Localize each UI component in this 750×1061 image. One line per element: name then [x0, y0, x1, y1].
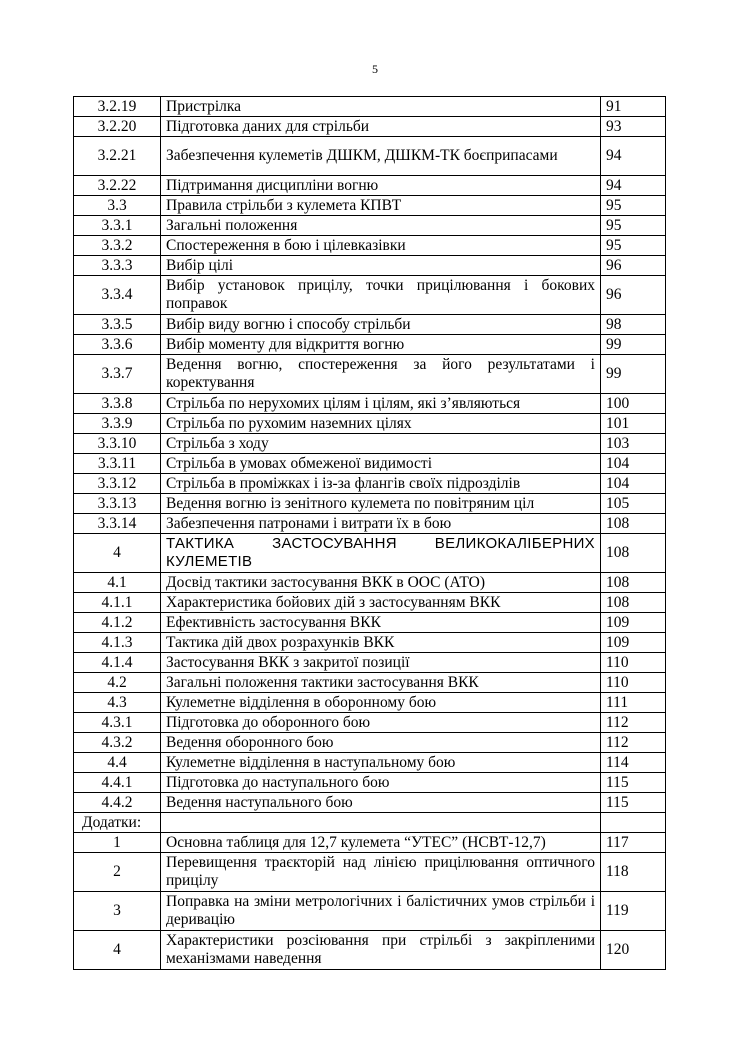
section-number: 4 [74, 534, 161, 573]
section-page: 98 [601, 315, 666, 335]
section-title: Ведення наступального бою [161, 793, 601, 813]
page-number: 5 [372, 62, 378, 76]
section-title: Вибір моменту для відкриття вогню [161, 335, 601, 355]
table-row [74, 137, 666, 176]
table-row [74, 813, 666, 833]
section-page: 110 [601, 653, 666, 673]
section-number: 4.3 [74, 693, 161, 713]
table-row [74, 931, 666, 970]
section-number: 4 [74, 931, 161, 970]
section-number: 4.4.1 [74, 773, 161, 793]
section-title: Основна таблиця для 12,7 кулемета “УТЕС” (НСВТ-12,7) [161, 833, 601, 853]
table-row [74, 315, 666, 335]
section-page: 118 [601, 853, 666, 892]
section-page: 115 [601, 773, 666, 793]
section-title: Характеристики розсіювання при стрільбі з закріпленими механізмами наведення [161, 931, 601, 970]
table-row [74, 753, 666, 773]
section-page: 95 [601, 196, 666, 216]
section-title: ТАКТИКА ЗАСТОСУВАННЯ ВЕЛИКОКАЛІБЕРНИХ КУЛЕМЕТІВ [161, 534, 601, 573]
table-row [74, 196, 666, 216]
section-number: 4.3.1 [74, 713, 161, 733]
section-page: 94 [601, 176, 666, 196]
appendix-heading: Додатки: [74, 813, 161, 833]
section-number: 3.3.12 [74, 474, 161, 494]
table-row [74, 653, 666, 673]
section-number: 4.2 [74, 673, 161, 693]
section-number: 3.2.21 [74, 137, 161, 176]
section-page: 93 [601, 117, 666, 137]
table-of-contents [73, 96, 666, 970]
table-row [74, 434, 666, 454]
section-page: 114 [601, 753, 666, 773]
section-number: 3.3.9 [74, 414, 161, 434]
table-row [74, 494, 666, 514]
section-number: 3.3 [74, 196, 161, 216]
section-number: 3.3.4 [74, 276, 161, 315]
section-number: 1 [74, 833, 161, 853]
section-number: 4.3.2 [74, 733, 161, 753]
section-page: 100 [601, 394, 666, 414]
table-row [74, 593, 666, 613]
table-row [74, 793, 666, 813]
section-number: 4.4.2 [74, 793, 161, 813]
section-title: Ведення вогню із зенітного кулемета по повітряним ціл [161, 494, 601, 514]
table-row [74, 733, 666, 753]
section-page: 95 [601, 236, 666, 256]
toc-body [74, 97, 666, 970]
table-row [74, 514, 666, 534]
table-row [74, 256, 666, 276]
table-row [74, 613, 666, 633]
table-row [74, 355, 666, 394]
section-title: Тактика дій двох розрахунків ВКК [161, 633, 601, 653]
section-page: 120 [601, 931, 666, 970]
section-number: 3.3.8 [74, 394, 161, 414]
table-row [74, 454, 666, 474]
section-page: 105 [601, 494, 666, 514]
section-number: 4.4 [74, 753, 161, 773]
section-page: 108 [601, 534, 666, 573]
section-number: 3.2.22 [74, 176, 161, 196]
table-row [74, 117, 666, 137]
section-page: 94 [601, 137, 666, 176]
table-row [74, 335, 666, 355]
section-title: Вибір цілі [161, 256, 601, 276]
section-title [161, 813, 601, 833]
section-number: 3.3.13 [74, 494, 161, 514]
section-page: 95 [601, 216, 666, 236]
table-row [74, 276, 666, 315]
section-title: Стрільба в умовах обмеженої видимості [161, 454, 601, 474]
table-row [74, 673, 666, 693]
section-title: Стрільба по нерухомих цілям і цілям, які з’являються [161, 394, 601, 414]
section-number: 3.3.1 [74, 216, 161, 236]
section-page: 99 [601, 335, 666, 355]
section-title: Досвід тактики застосування ВКК в ООС (АТО) [161, 573, 601, 593]
table-row [74, 236, 666, 256]
table-row [74, 97, 666, 117]
section-number: 4.1.4 [74, 653, 161, 673]
table-row [74, 534, 666, 573]
section-title: Підготовка до наступального бою [161, 773, 601, 793]
section-page: 111 [601, 693, 666, 713]
table-row [74, 693, 666, 713]
section-page: 91 [601, 97, 666, 117]
section-title: Підтримання дисципліни вогню [161, 176, 601, 196]
section-page: 104 [601, 454, 666, 474]
section-number: 3.2.20 [74, 117, 161, 137]
section-number: 3.3.10 [74, 434, 161, 454]
table-row [74, 713, 666, 733]
section-page: 109 [601, 613, 666, 633]
section-title: Правила стрільби з кулемета КПВТ [161, 196, 601, 216]
table-row [74, 633, 666, 653]
section-title: Вибір установок прицілу, точки прицілювання і бокових поправок [161, 276, 601, 315]
section-page: 104 [601, 474, 666, 494]
section-number: 4.1 [74, 573, 161, 593]
section-number: 3.3.11 [74, 454, 161, 474]
section-title: Пристрілка [161, 97, 601, 117]
section-title: Стрільба з ходу [161, 434, 601, 454]
section-title: Перевищення траєкторій над лінією прицілювання оптичного прицілу [161, 853, 601, 892]
table-row [74, 176, 666, 196]
section-page [601, 813, 666, 833]
section-number: 4.1.2 [74, 613, 161, 633]
table-row [74, 573, 666, 593]
section-page: 108 [601, 514, 666, 534]
section-title: Характеристика бойових дій з застосуванням ВКК [161, 593, 601, 613]
section-title: Кулеметне відділення в оборонному бою [161, 693, 601, 713]
section-number: 2 [74, 853, 161, 892]
section-title: Забезпечення патронами і витрати їх в бою [161, 514, 601, 534]
section-title: Стрільба в проміжках і із-за флангів своїх підрозділів [161, 474, 601, 494]
section-title: Застосування ВКК з закритої позиції [161, 653, 601, 673]
section-number: 3.3.3 [74, 256, 161, 276]
section-page: 119 [601, 892, 666, 931]
table-row [74, 773, 666, 793]
table-row [74, 394, 666, 414]
section-page: 108 [601, 573, 666, 593]
section-number: 4.1.1 [74, 593, 161, 613]
section-number: 3.2.19 [74, 97, 161, 117]
section-number: 3.3.2 [74, 236, 161, 256]
section-page: 109 [601, 633, 666, 653]
section-title: Вибір виду вогню і способу стрільби [161, 315, 601, 335]
section-title: Ефективність застосування ВКК [161, 613, 601, 633]
section-page: 108 [601, 593, 666, 613]
table-row [74, 892, 666, 931]
section-number: 3.3.7 [74, 355, 161, 394]
section-number: 3.3.14 [74, 514, 161, 534]
section-page: 110 [601, 673, 666, 693]
section-page: 96 [601, 256, 666, 276]
table-row [74, 474, 666, 494]
section-page: 115 [601, 793, 666, 813]
section-title: Стрільба по рухомим наземних цілях [161, 414, 601, 434]
section-page: 99 [601, 355, 666, 394]
section-title: Ведення оборонного бою [161, 733, 601, 753]
section-title: Забезпечення кулеметів ДШКМ, ДШКМ-ТК боєприпасами [161, 137, 601, 176]
section-page: 101 [601, 414, 666, 434]
section-page: 112 [601, 733, 666, 753]
section-title: Спостереження в бою і цілевказівки [161, 236, 601, 256]
section-number: 4.1.3 [74, 633, 161, 653]
section-title: Поправка на зміни метрологічних і балістичних умов стрільби і деривацію [161, 892, 601, 931]
section-number: 3.3.5 [74, 315, 161, 335]
table-row [74, 216, 666, 236]
section-title: Ведення вогню, спостереження за його результатами і коректування [161, 355, 601, 394]
section-title: Підготовка до оборонного бою [161, 713, 601, 733]
section-page: 103 [601, 434, 666, 454]
section-title: Загальні положення тактики застосування ВКК [161, 673, 601, 693]
section-title: Підготовка даних для стрільби [161, 117, 601, 137]
section-page: 112 [601, 713, 666, 733]
table-row [74, 853, 666, 892]
section-page: 117 [601, 833, 666, 853]
table-row [74, 414, 666, 434]
section-page: 96 [601, 276, 666, 315]
section-number: 3.3.6 [74, 335, 161, 355]
section-title: Загальні положення [161, 216, 601, 236]
table-row [74, 833, 666, 853]
section-title: Кулеметне відділення в наступальному бою [161, 753, 601, 773]
section-number: 3 [74, 892, 161, 931]
